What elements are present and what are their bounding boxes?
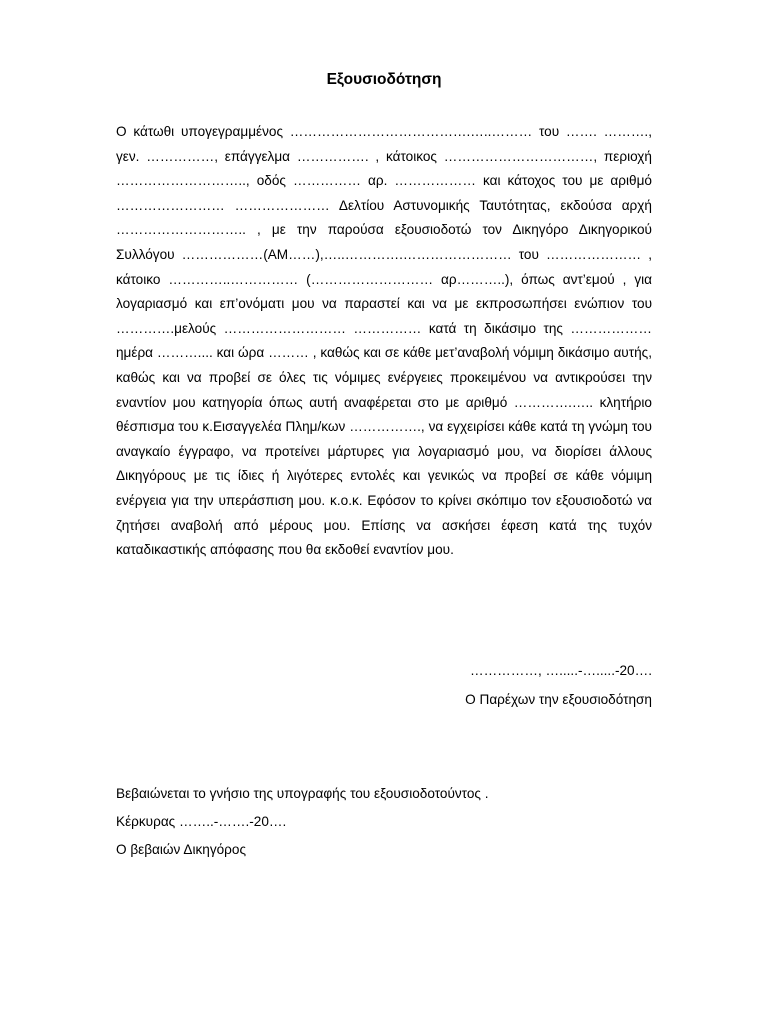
certification-statement: Βεβαιώνεται το γνήσιο της υπογραφής του εξουσιοδοτούντος . [116, 786, 489, 801]
certification-place-date: Κέρκυρας ……..-…….-20…. [116, 814, 287, 829]
date-line: ……………, ….....-….....-20…. [469, 663, 652, 678]
certifier-label: Ο βεβαιών Δικηγόρος [116, 842, 247, 857]
document-page [116, 0, 652, 1024]
signer-label: Ο Παρέχων την εξουσιοδότηση [465, 692, 652, 707]
document-title: Εξουσιοδότηση [326, 71, 442, 88]
authorization-body: Ο κάτωθι υπογεγραμμένος ………………………………….…..……… του ……. ………., γεν. ……………, επάγγελμα ……………. , κάτοικος ……………………………, περιοχή ……………………….., οδός …………… αρ. ……………… και κάτοχος του με αριθμό …………………… ………………… Δελτίου Αστυνομικής Ταυτότητας, εκδούσα αρχή ……………………….. , με την παρούσα εξουσιοδοτώ τον Δικηγόρο Δικηγορικού Συλλόγου ………………(ΑΜ……),…..………….…………………… του ………………… , κάτοικο …………..…………… (……………………… αρ………..), όπως αντ’εμού , για λογαριασμό και επ’ονόματι μου να παραστεί και να με εκπροσωπήσει ενώπιον του ………….μελούς ……………………… …………… κατά τη δικάσιμο της ……………… ημέρα ……….... και ώρα ……… , καθώς και σε κάθε μετ’αναβολή νόμιμη δικάσιμο αυτής, καθώς και να προβεί σε όλες τις νόμιμες ενέργειες προκειμένου να αντικρούσει την εναντίον μου κατηγορία όπως αυτή αναφέρεται στο με αριθμό ………….….. κλητήριο θέσπισμα του κ.Εισαγγελέα Πλημ/κων ……………., να εγχειρίσει κάθε κατά τη γνώμη του αναγκαίο έγγραφο, να προτείνει μάρτυρες για λογαριασμό μου, να διορίσει άλλους Δικηγόρους με τις ίδιες ή λιγότερες εντολές και γενικώς να προβεί σε κάθε νόμιμη ενέργεια για την υπεράσπιση μου. κ.ο.κ. Εφόσον το κρίνει σκόπιμο τον εξουσιοδοτώ να ζητήσει αναβολή από μέρους μου. Επίσης να ασκήσει έφεση κατά της τυχόν καταδικαστικής απόφασης που θα εκδοθεί εναντίον μου. [116, 124, 652, 558]
